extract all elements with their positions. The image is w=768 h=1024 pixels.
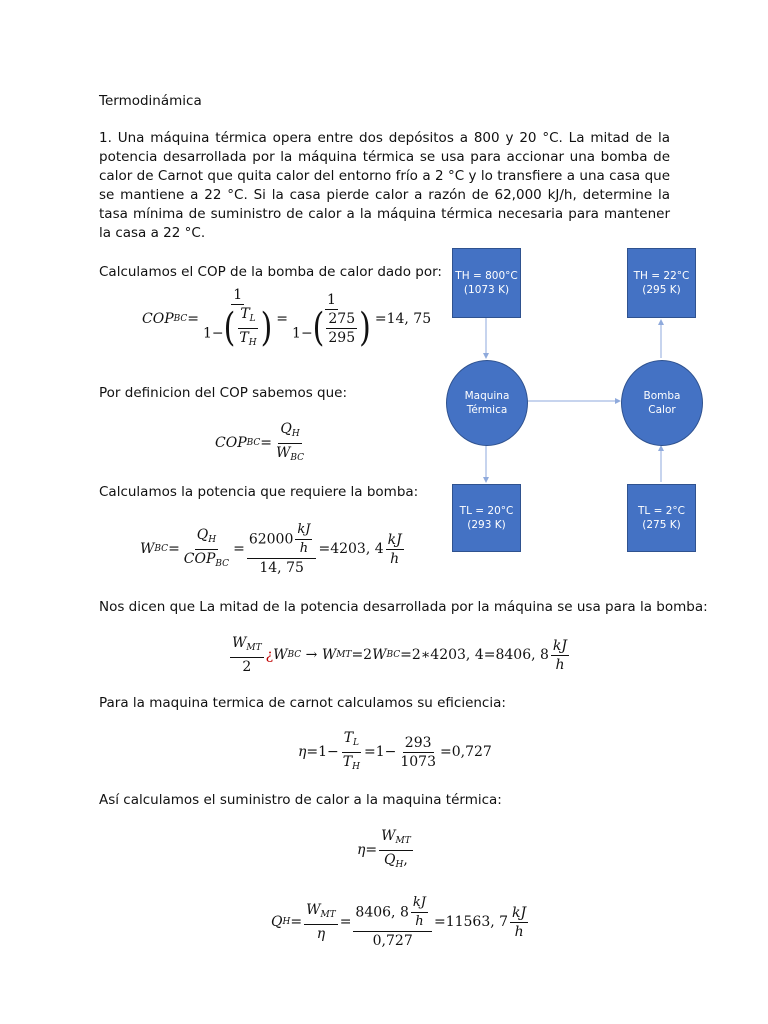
- cop-intro: Calculamos el COP de la bomba de calor dado por:: [99, 264, 442, 280]
- cop-equation: COP BC = 1 1− ( $\frac{T_L}{T_H}$ ) = 1 1− ( $\frac{275}{295}$ ) = 14, 75: [142, 287, 432, 351]
- cop-def-intro: Por definicion del COP sabemos que:: [99, 385, 348, 401]
- eff-den: 1073: [400, 753, 436, 770]
- cop-value: 14, 75: [386, 311, 432, 327]
- house-reservoir-box: TH = 22°C (295 K): [627, 248, 696, 318]
- supply-intro: Así calculamos el suministro de calor a la maquina térmica:: [99, 792, 502, 808]
- efficiency-intro: Para la maquina termica de carnot calculamos su eficiencia:: [99, 695, 506, 711]
- t-ratio-den: 295: [328, 330, 356, 346]
- half-power-equation: $\frac{W_{MT}}{2}$ ¿ W BC → W MT =2 W BC = 2∗4203, 4 = 8406, 8 $\frac{kJ}{h}$: [232, 635, 568, 675]
- cop-definition-equation: COP BC = $\frac{Q_H}{W_{BC}}$: [215, 420, 305, 463]
- power-equation: W BC = $\frac{Q_H}{COP_{BC}}$ = 62000 $\frac{kJ}{h}$ 14, 75 = 4203, 4 $\frac{kJ}{h}$: [140, 522, 402, 576]
- pump-cold-reservoir-box: TL = 2°C (275 K): [627, 484, 696, 552]
- eff-num: 293: [404, 734, 432, 751]
- cop-denominator: 14, 75: [259, 560, 304, 576]
- cycle-diagram: [430, 240, 705, 562]
- heat-supply-equation: Q H = $\frac{W_{MT}}{\eta}$ = 8406, 8 $\frac{kJ}{h}$ 0,727 = 11563, 7 $\frac{kJ}{h}$: [271, 895, 527, 949]
- heat-pump-circle: Bomba Calor: [621, 360, 703, 446]
- problem-statement: 1. Una máquina térmica opera entre dos depósitos a 800 y 20 °C. La mitad de la potencia desarrollada por la máquina térmica se usa para accionar una bomba de calor de Carnot que quita calor del entorno frío a 2 °C y lo transfiere a una casa que se mantiene a 22 °C. Si la casa pierde calor a razón de 62,000 kJ/h, determine la tasa mínima de suministro de calor a la máquina térmica necesaria para mantener la casa a 22 °C.: [99, 130, 670, 241]
- w-mt-expr: 2∗4203, 4: [411, 647, 484, 663]
- eta-equation: η = $\frac{W_{MT}}{Q_H,}$: [357, 827, 411, 870]
- engine-cold-reservoir-box: TL = 20°C (293 K): [452, 484, 521, 552]
- q-h-rate: 62000: [248, 531, 294, 548]
- power-intro: Calculamos la potencia que requiere la bomba:: [99, 484, 419, 500]
- efficiency-equation: η =1− $\frac{T_L}{T_H}$ =1− $\frac{293}{1073}$ = 0,727: [298, 729, 492, 772]
- t-ratio-num: 275: [328, 311, 356, 327]
- page-title: Termodinámica: [99, 93, 202, 109]
- w-bc-value: 4203, 4: [330, 541, 384, 557]
- eff-value: 0,727: [451, 744, 492, 760]
- hot-reservoir-box: TH = 800°C (1073 K): [452, 248, 521, 318]
- heat-engine-circle: Maquina Térmica: [446, 360, 528, 446]
- half-power-intro: Nos dicen que La mitad de la potencia desarrollada por la máquina se usa para la bomba:: [99, 599, 708, 615]
- w-mt-value: 8406, 8: [495, 647, 549, 663]
- q-h-value: 11563, 7: [445, 914, 509, 930]
